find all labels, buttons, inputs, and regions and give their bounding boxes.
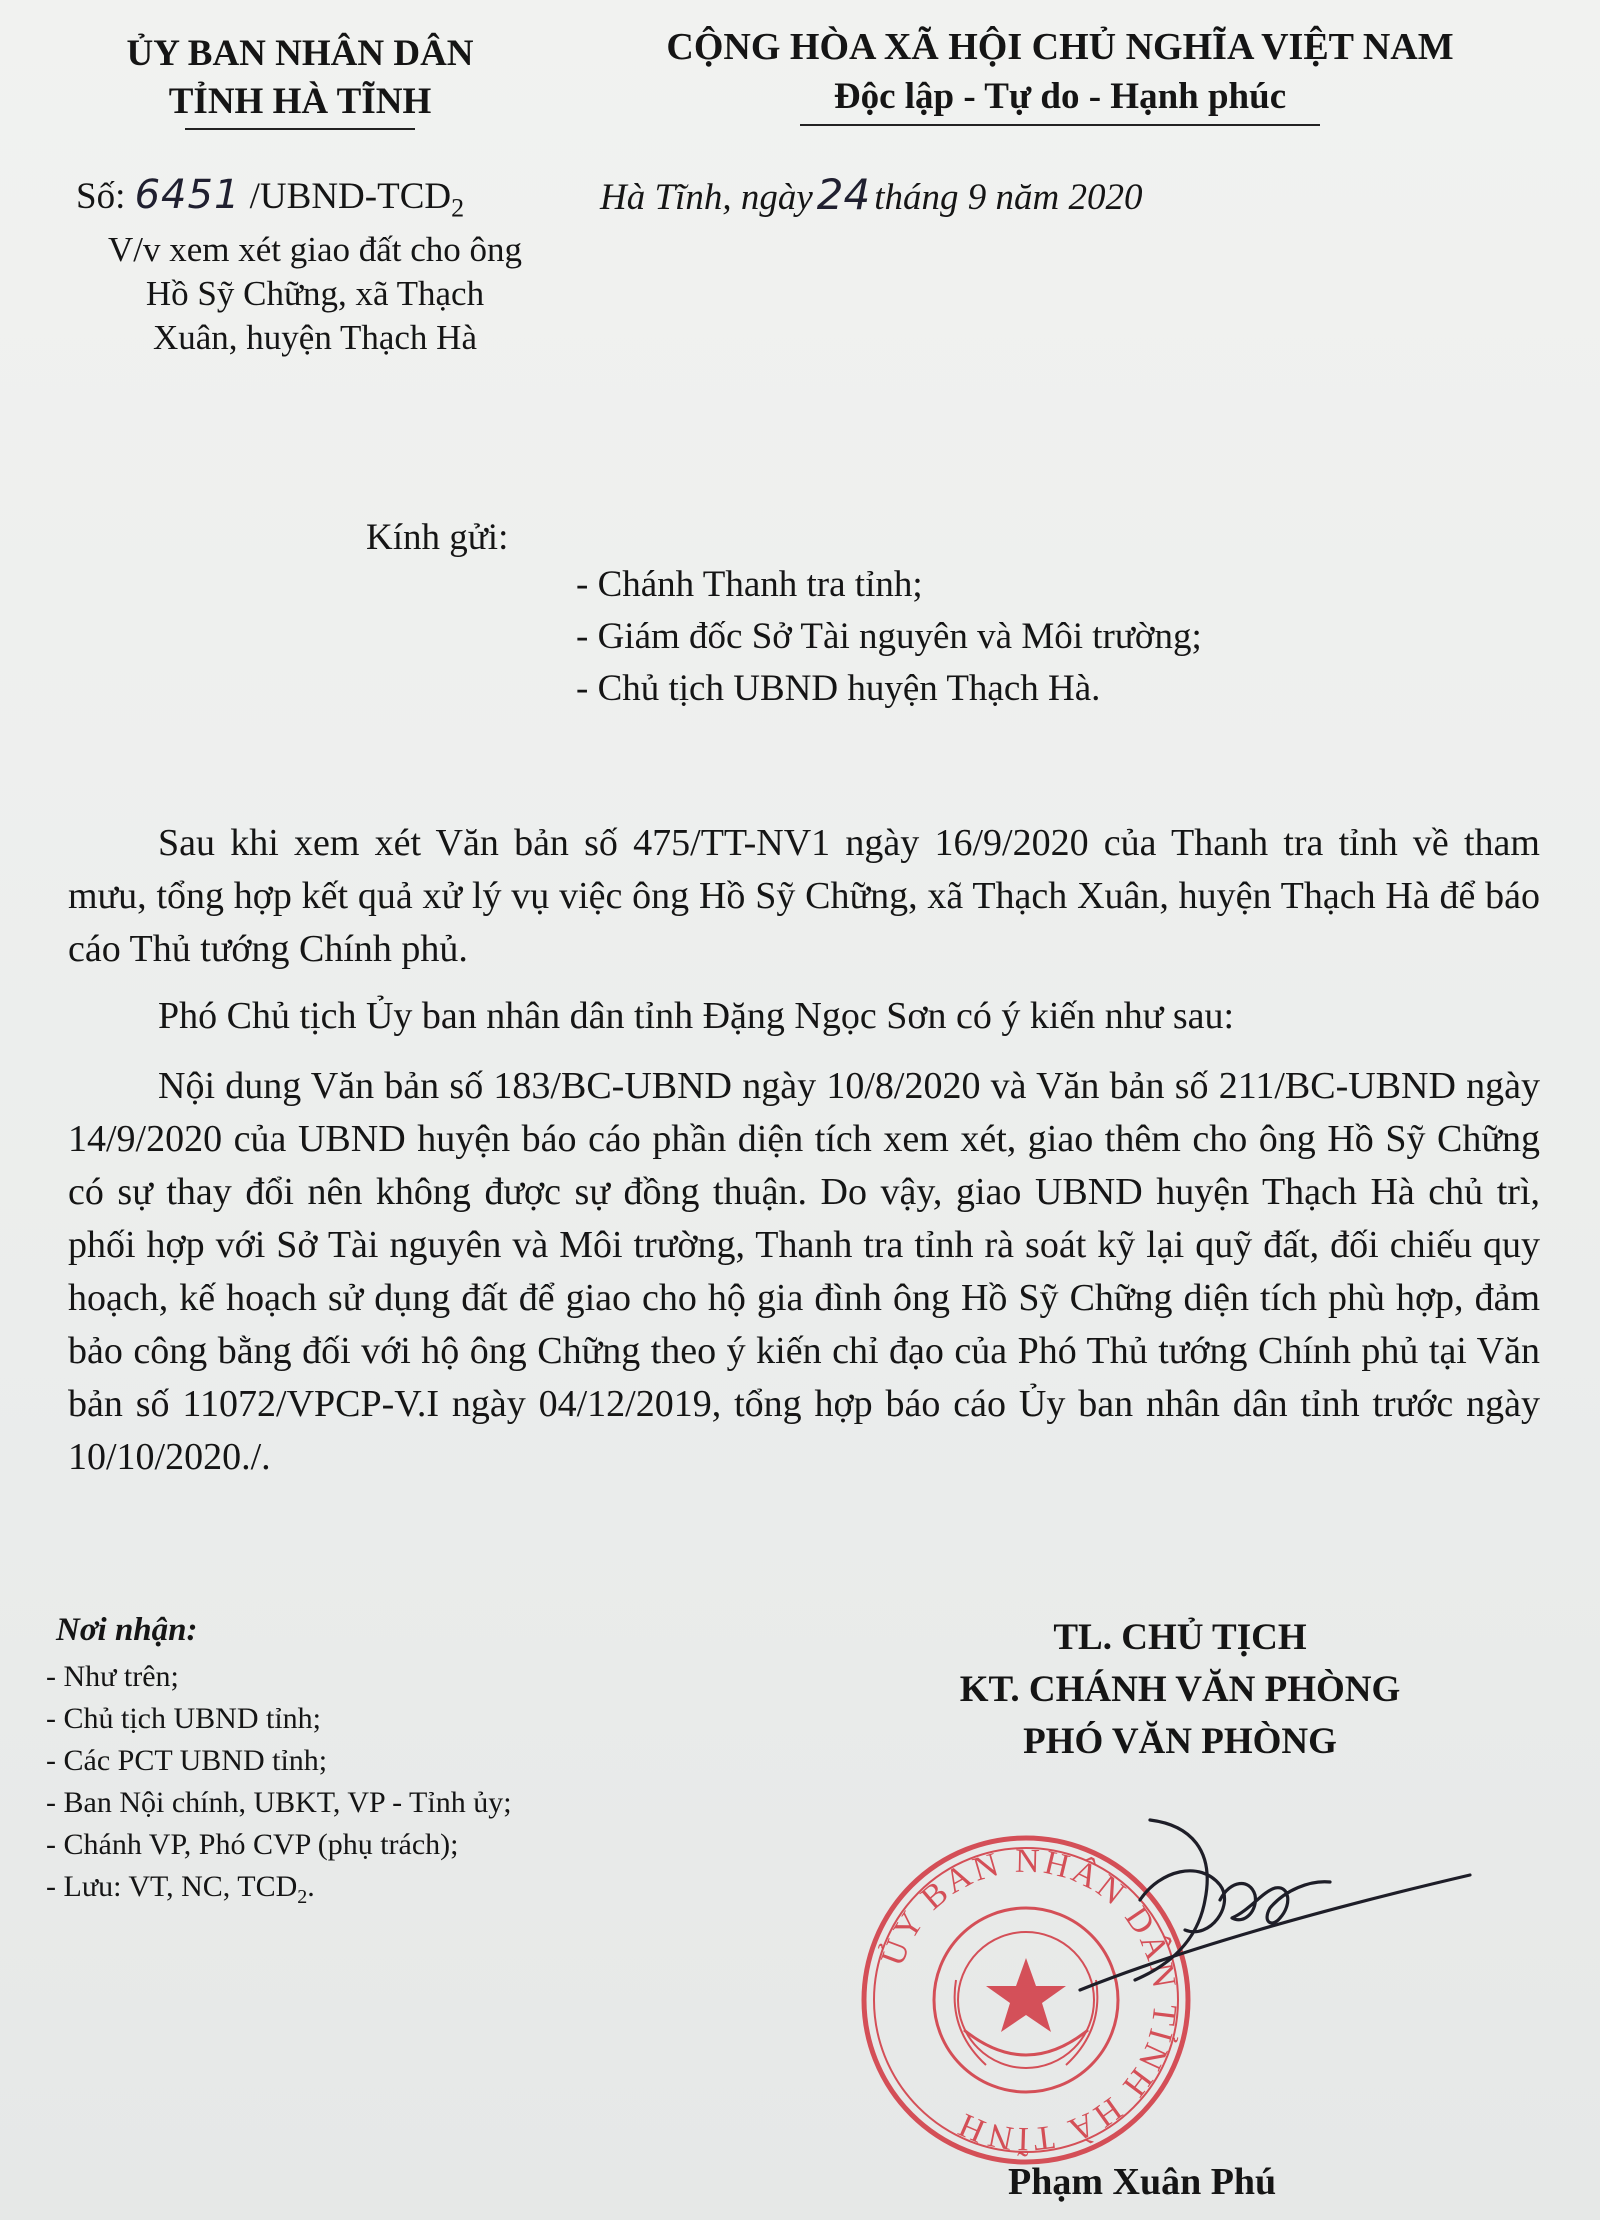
seal-text: ỦY BAN NHÂN DÂN TỈNH HÀ TĨNH — [874, 1842, 1184, 2158]
subject-line: Xuân, huyện Thạch Hà — [153, 318, 477, 357]
salutation: Kính gửi: — [366, 517, 509, 558]
doc-number-subscript: 2 — [451, 193, 465, 223]
recipients-block-item: - Như trên; — [46, 1660, 179, 1693]
handwritten-signature — [1000, 1790, 1500, 2010]
recipients-block-list — [46, 1656, 512, 1918]
national-header — [560, 22, 1560, 126]
org-line-2: TỈNH HÀ TĨNH — [168, 81, 432, 122]
subject-line: Hồ Sỹ Chững, xã Thạch — [145, 274, 485, 313]
doc-number-prefix: Số: — [76, 176, 126, 217]
recipient-item: - Giám đốc Sở Tài nguyên và Môi trường; — [576, 616, 1202, 657]
date-prefix: Hà Tĩnh, ngày — [600, 177, 813, 218]
motto-underline — [800, 124, 1320, 126]
recipient-item: - Chủ tịch UBND huyện Thạch Hà. — [576, 668, 1101, 709]
date-suffix: tháng 9 năm 2020 — [874, 177, 1143, 218]
date-line — [600, 170, 1500, 219]
archive-text: - Lưu: VT, NC, TCD — [46, 1870, 298, 1903]
doc-number-suffix: /UBND-TCD — [249, 176, 452, 217]
document-subject — [70, 228, 560, 360]
recipients-block-item: - Ban Nội chính, UBKT, VP - Tỉnh ủy; — [46, 1786, 512, 1819]
paragraph-text: Sau khi xem xét Văn bản số 475/TT-NV1 ngày 16/9/2020 của Thanh tra tỉnh về tham mưu, tổng hợp kết quả xử lý vụ việc ông Hồ Sỹ Chững, xã Thạch Xuân, huyện Thạch Hà để báo cáo Thủ tướng Chính phủ. — [68, 822, 1540, 970]
archive-subscript: 2 — [297, 1886, 308, 1908]
body-paragraph-3 — [68, 1060, 1540, 1484]
subject-line: V/v xem xét giao đất cho ông — [107, 230, 523, 269]
paragraph-text: Nội dung Văn bản số 183/BC-UBND ngày 10/8/2020 và Văn bản số 211/BC-UBND ngày 14/9/2020 của UBND huyện báo cáo phần diện tích xem xét, giao thêm cho ông Hồ Sỹ Chững có sự thay đổi nên không được sự đồng thuận. Do vậy, giao UBND huyện Thạch Hà chủ trì, phối hợp với Sở Tài nguyên và Môi trường, Thanh tra tỉnh rà soát kỹ lại quỹ đất, đối chiếu quy hoạch, kế hoạch sử dụng đất để giao cho hộ gia đình ông Hồ Sỹ Chững diện tích phù hợp, đảm bảo công bằng đối với hộ ông Chững theo ý kiến chỉ đạo của Phó Thủ tướng Chính phủ tại Văn bản số 11072/VPCP-V.I ngày 04/12/2019, tổng hợp báo cáo Ủy ban nhân dân tỉnh trước ngày 10/10/2020./. — [68, 1065, 1540, 1478]
body-paragraph-1 — [68, 817, 1540, 976]
body-paragraph-2 — [68, 990, 1540, 1043]
recipients-block-item: - Chánh VP, Phó CVP (phụ trách); — [46, 1828, 459, 1861]
sign-line-3: PHÓ VĂN PHÒNG — [1023, 1721, 1337, 1762]
sign-line-1: TL. CHỦ TỊCH — [1053, 1617, 1307, 1658]
recipients-block-item-archive — [46, 1866, 512, 1918]
sign-line-2: KT. CHÁNH VĂN PHÒNG — [959, 1669, 1401, 1710]
doc-number-handwritten: 6451 — [134, 172, 241, 218]
org-underline — [185, 128, 415, 130]
recipients-block-item: - Chủ tịch UBND tỉnh; — [46, 1702, 321, 1735]
document-number — [76, 172, 556, 223]
archive-end: . — [307, 1870, 315, 1903]
nation-title: CỘNG HÒA XÃ HỘI CHỦ NGHĨA VIỆT NAM — [666, 26, 1454, 68]
paragraph-text: Phó Chủ tịch Ủy ban nhân dân tỉnh Đặng Ngọc Sơn có ý kiến như sau: — [158, 995, 1235, 1037]
nation-motto: Độc lập - Tự do - Hạnh phúc — [833, 76, 1287, 117]
date-day-handwritten: 24 — [816, 170, 871, 219]
recipients-block-title: Nơi nhận: — [56, 1612, 198, 1648]
issuing-organization — [80, 30, 520, 130]
recipient-item: - Chánh Thanh tra tỉnh; — [576, 564, 923, 605]
signature-block — [880, 1612, 1480, 1768]
org-line-1: ỦY BAN NHÂN DÂN — [126, 33, 474, 74]
recipients-block-item: - Các PCT UBND tỉnh; — [46, 1744, 328, 1777]
signer-name: Phạm Xuân Phú — [1008, 2161, 1277, 2203]
